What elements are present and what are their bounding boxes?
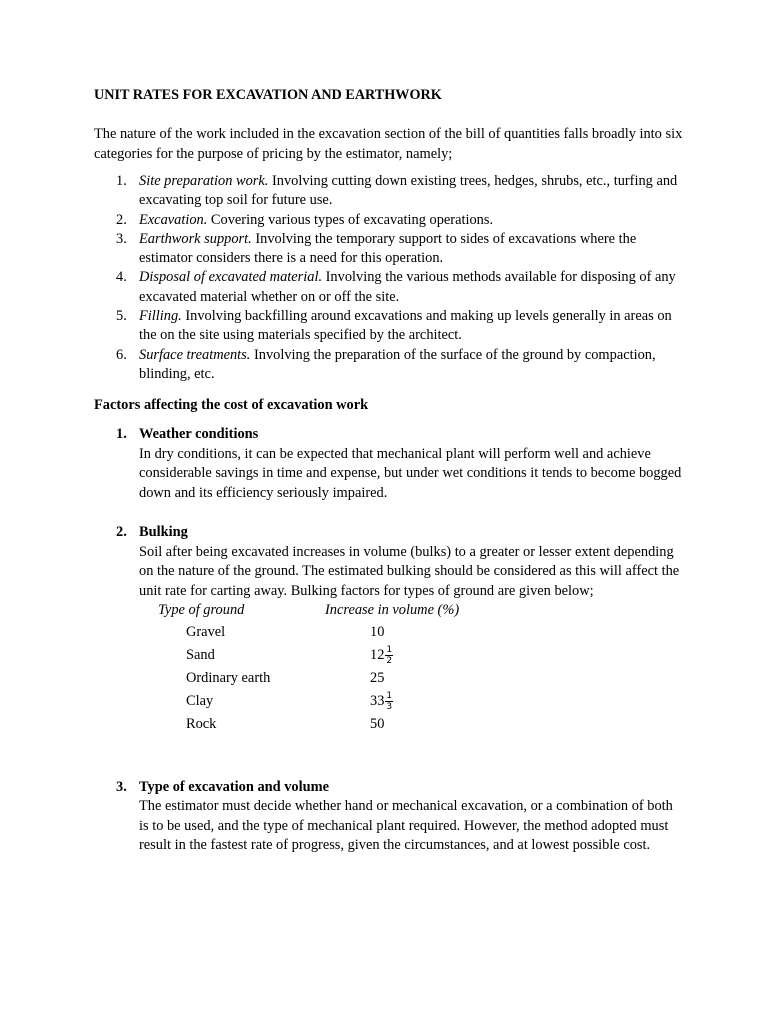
factor-number: 2. (116, 524, 127, 541)
table-row (139, 644, 459, 667)
increase-value: 12 $\frac{1}{2}$ (370, 644, 393, 666)
category-term: Excavation. (139, 211, 208, 228)
document-title: UNIT RATES FOR EXCAVATION AND EARTHWORK (94, 87, 442, 103)
category-text: Involving backfilling around excavations and making up levels generally in areas on the on the site using materials specified by the architect. (139, 308, 672, 344)
ground-type: Gravel (186, 623, 226, 640)
factor-heading: Type of excavation and volume (139, 778, 330, 795)
list-item (94, 172, 684, 211)
list-item (94, 268, 684, 307)
factor-bulking (94, 523, 684, 736)
list-number: 1. (116, 173, 127, 189)
category-list (94, 172, 684, 384)
category-text: Involving the preparation of the surface of the ground by compaction, blinding, etc. (139, 346, 656, 382)
category-text: Involving the various methods available for disposing of any excavated material whether on or off the site. (139, 269, 676, 305)
factor-heading: Bulking (139, 524, 188, 541)
list-number: 3. (116, 230, 127, 247)
ground-type: Ordinary earth (186, 669, 271, 686)
table-row (139, 690, 459, 713)
list-item (94, 230, 684, 269)
list-item (94, 307, 684, 346)
ground-type: Rock (186, 715, 217, 732)
bulking-table (139, 601, 459, 736)
intro-paragraph: The nature of the work included in the excavation section of the bill of quantities falls broadly into six categories for the purpose of pricing by the estimator, namely; (94, 126, 683, 162)
table-row (139, 713, 459, 736)
list-number: 6. (116, 346, 127, 363)
increase-value: 25 (370, 669, 385, 686)
factor-text: In dry conditions, it can be expected that mechanical plant will perform well and achieve considerable savings in time and expense, but under wet conditions it tends to become bogged down and its efficiency seriously impaired. (139, 445, 682, 501)
category-term: Disposal of excavated material. (139, 269, 323, 286)
category-term: Site preparation work. (139, 173, 269, 189)
ground-type: Clay (186, 692, 214, 709)
factor-number: 3. (116, 778, 127, 795)
factor-heading: Weather conditions (139, 426, 259, 443)
factor-weather (94, 425, 684, 503)
list-number: 2. (116, 211, 127, 228)
fraction: $\frac{1}{3}$ (386, 690, 393, 712)
factors-heading: Factors affecting the cost of excavation work (94, 397, 369, 414)
document-page (94, 86, 684, 856)
factor-text: The estimator must decide whether hand or mechanical excavation, or a combination of both is to be used, and the type of mechanical plant required. However, the method adopted must result in the fastest rate of progress, given the circumstances, and at lowest possible cost. (139, 798, 673, 854)
list-number: 4. (116, 269, 127, 286)
list-item (94, 346, 684, 385)
table-row (139, 667, 459, 690)
column-header-increase: Increase in volume (%) (325, 602, 460, 619)
category-term: Filling. (139, 308, 182, 325)
category-term: Surface treatments. (139, 346, 251, 363)
list-item (94, 211, 684, 230)
factor-excavation-type (94, 778, 684, 856)
increase-value: 10 (370, 623, 385, 640)
list-number: 5. (116, 308, 127, 325)
table-row (139, 621, 459, 644)
table-header-row (139, 601, 459, 621)
fraction: $\frac{1}{2}$ (386, 644, 393, 666)
category-text: Covering various types of excavating operations. (207, 211, 494, 228)
increase-value: 50 (370, 715, 385, 732)
category-term: Earthwork support. (139, 230, 252, 247)
category-text: Involving the temporary support to sides of excavations where the estimator considers there is a need for this operation. (139, 230, 637, 267)
column-header-type: Type of ground (158, 602, 245, 619)
factor-text: Soil after being excavated increases in volume (bulks) to a greater or lesser extent depending on the nature of the ground. The estimated bulking should be considered as this will affect the unit rate for carting away. Bulking factors for types of ground are given below; (139, 543, 680, 599)
factor-number: 1. (116, 426, 127, 443)
category-text: Involving cutting down existing trees, hedges, shrubs, etc., turfing and excavating top soil for future use. (139, 173, 678, 209)
increase-value: 33 $\frac{1}{3}$ (370, 690, 393, 712)
ground-type: Sand (186, 646, 215, 663)
